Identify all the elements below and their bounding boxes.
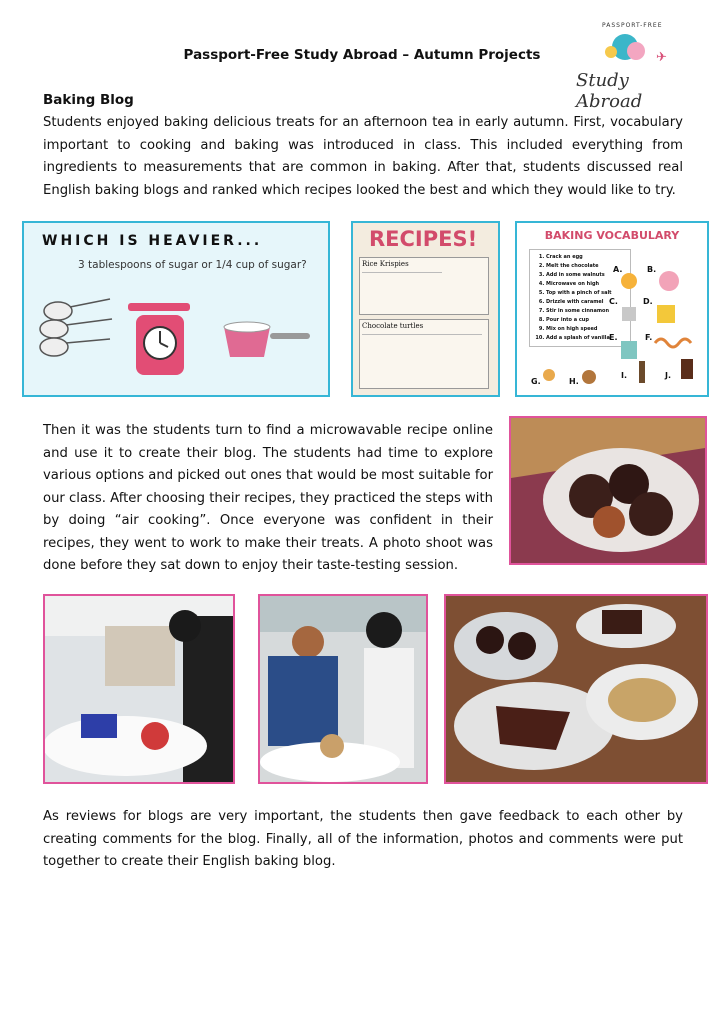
- logo-script-text: Study Abroad: [576, 70, 643, 112]
- intro-paragraph: Students enjoyed baking delicious treats for an afternoon tea in early autumn. First, vocabulary important to cooking and baking was introduced in class. This included everything from ingredients to measurements that are common in baking. After that, students discussed real English baking blogs and ranked which recipes looked the best and which they would like to try.: [43, 115, 683, 198]
- recipe-a-title: Rice Krispies: [362, 260, 409, 268]
- vocab-ingredient-icons: [517, 223, 707, 395]
- vocab-letter: G.: [531, 377, 541, 386]
- vocab-step: 1. Crack an egg: [546, 253, 626, 262]
- butter-icon: [657, 305, 675, 323]
- scale-illustration: [24, 273, 328, 393]
- recipes-panel: [351, 221, 500, 397]
- vocab-letter: D.: [643, 297, 653, 306]
- walnut-icon: [582, 370, 596, 384]
- logo-blob-pink: [627, 42, 645, 60]
- measuring-cup-icon: [224, 322, 310, 357]
- vocab-letter: I.: [621, 371, 628, 380]
- airplane-icon: ✈: [656, 50, 667, 65]
- vocab-step: 4. Microwave on high: [546, 280, 626, 289]
- feedback-paragraph: As reviews for blogs are very important, the students then gave feedback to each other by creating comments for the blog. Finally, all of the information, photos and comments were put together to create their English baking blog.: [43, 809, 683, 869]
- which-is-heavier-panel: [22, 221, 330, 397]
- vocab-step: 5. Top with a pinch of salt: [546, 289, 626, 298]
- students-cooking-photo-1: [43, 594, 235, 784]
- heavier-heading: WHICH IS HEAVIER...: [42, 233, 263, 249]
- kitchen-scale-icon: [128, 303, 190, 375]
- egg-icon: [621, 273, 637, 289]
- salt-icon: [622, 307, 636, 321]
- finished-treats-photo: [444, 594, 708, 784]
- recipe-paragraph: Then it was the students turn to find a microwavable recipe online and use it to create their blog. The students had time to explore various options and picked out ones that would be most suitable for our class. After choosing their recipes, they practiced the steps with by doing “air cooking”. Once everyone was confident in their recipes, they went to work to make their treats. A photo shoot was done before they sat down to enjoy their taste-testing session.: [43, 423, 493, 573]
- mixer-icon: [621, 341, 637, 359]
- page-title: Passport-Free Study Abroad – Autumn Projects: [183, 47, 541, 63]
- logo-blob-yellow: [605, 46, 617, 58]
- vocab-letter: B.: [647, 265, 657, 274]
- vanilla-icon: [639, 361, 645, 383]
- bowl-icon: [659, 271, 679, 291]
- recipe-card-b: [359, 319, 489, 389]
- cup-icon: [543, 369, 555, 381]
- vocab-step: 7. Stir in some cinnamon: [546, 307, 626, 316]
- baking-vocabulary-panel: [515, 221, 709, 397]
- heavier-question: 3 tablespoons of sugar or 1/4 cup of sugar?: [78, 259, 307, 271]
- recipe-b-title: Chocolate turtles: [362, 322, 424, 330]
- chocolate-turtles-photo: [509, 416, 707, 565]
- students-cooking-photo-2: [258, 594, 428, 784]
- vocab-heading: BAKING VOCABULARY: [544, 229, 680, 242]
- vocab-step: 8. Pour into a cup: [546, 316, 626, 325]
- vocab-letter: F.: [645, 333, 653, 342]
- vocab-letter: A.: [613, 265, 623, 274]
- vocab-letter: E.: [609, 333, 618, 342]
- vocab-step: 3. Add in some walnuts: [546, 271, 626, 280]
- recipe-card-a: [359, 257, 489, 315]
- vocab-letter: H.: [569, 377, 579, 386]
- chocolate-icon: [681, 359, 693, 379]
- vocab-step: 10. Add a splash of vanilla: [546, 334, 626, 343]
- vocab-step: 9. Mix on high speed: [546, 325, 626, 334]
- spoons-icon: [40, 299, 112, 356]
- vocab-step: 2. Melt the chocolate: [546, 262, 626, 271]
- vocab-letter: C.: [609, 297, 618, 306]
- study-abroad-logo: [572, 20, 692, 112]
- vocab-step: 6. Drizzle with caramel: [546, 298, 626, 307]
- section-heading: Baking Blog: [43, 92, 134, 108]
- caramel-icon: [655, 339, 691, 347]
- recipes-heading: RECIPES!: [369, 227, 478, 251]
- vocab-letter: J.: [665, 371, 672, 380]
- logo-top-text: PASSPORT-FREE: [602, 22, 663, 29]
